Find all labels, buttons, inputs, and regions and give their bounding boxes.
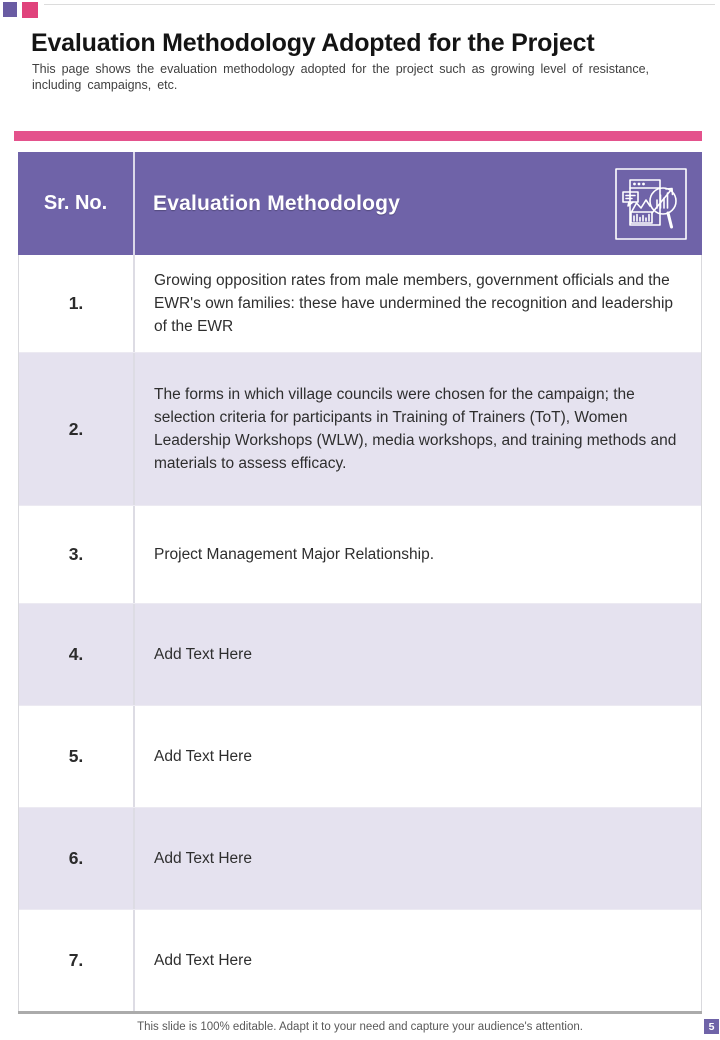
- row-number: 3.: [19, 506, 135, 603]
- table-row: [19, 352, 701, 505]
- table-bottom-border: [18, 1011, 702, 1014]
- corner-pink-square: [22, 2, 38, 18]
- page-title: Evaluation Methodology Adopted for the Project: [31, 29, 595, 57]
- row-number: 7.: [19, 910, 135, 1011]
- table-body: [18, 255, 702, 1011]
- row-number: 5.: [19, 706, 135, 807]
- page-subtitle: [32, 62, 649, 93]
- pink-accent-bar: [14, 131, 702, 141]
- table-row: [19, 909, 701, 1011]
- row-text: The forms in which village councils were chosen for the campaign; the selection criteria for participants in Training of Trainers (ToT), Women Leadership Workshops (WLW), media workshops, and training methods and materials to assess efficacy.: [154, 386, 677, 472]
- footer-note: This slide is 100% editable. Adapt it to your need and capture your audience's attention.: [137, 1021, 583, 1033]
- column-header-methodology-label: Evaluation Methodology: [153, 191, 401, 215]
- table-header-row: [18, 152, 702, 255]
- row-text: Growing opposition rates from male members, government officials and the EWR's own families: these have undermined the recognition and leadership of the EWR: [154, 272, 674, 335]
- analytics-report-magnifier-icon: [615, 168, 687, 240]
- row-text placeholder-text[interactable]: Add Text Here: [154, 646, 252, 663]
- table-row: [19, 807, 701, 909]
- row-text: Project Management Major Relationship.: [154, 546, 434, 563]
- table-row: [19, 505, 701, 603]
- subtitle-line-2: including campaigns, etc.: [32, 77, 178, 92]
- evaluation-methodology-table: [18, 152, 702, 1014]
- column-header-methodology: [135, 168, 702, 240]
- row-number: 6.: [19, 808, 135, 909]
- page-number-badge: 5: [704, 1019, 719, 1034]
- table-row: [19, 603, 701, 705]
- row-text placeholder-text[interactable]: Add Text Here: [154, 850, 252, 867]
- corner-purple-square: [3, 2, 17, 17]
- column-header-sr-no: Sr. No.: [18, 152, 135, 255]
- top-divider-line: [44, 4, 715, 5]
- row-number: 4.: [19, 604, 135, 705]
- subtitle-line-1: This page shows the evaluation methodology adopted for the project such as growing level of resistance,: [32, 62, 650, 76]
- table-row: [19, 255, 701, 352]
- row-number: 1.: [19, 255, 135, 352]
- row-number: 2.: [19, 353, 135, 505]
- row-text placeholder-text[interactable]: Add Text Here: [154, 748, 252, 765]
- row-text placeholder-text[interactable]: Add Text Here: [154, 952, 252, 969]
- table-row: [19, 705, 701, 807]
